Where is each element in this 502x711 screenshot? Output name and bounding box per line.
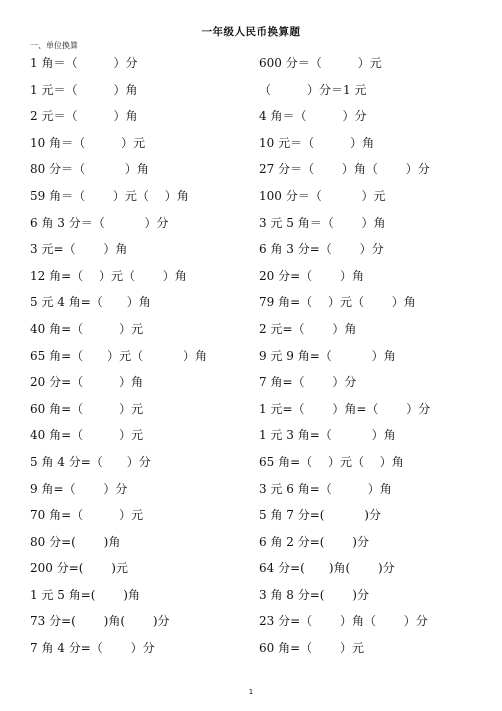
exercise-item-right: 600 分＝（ ）元 (259, 56, 382, 70)
exercise-item-right: 6 角 3 分=（ ）分 (259, 242, 384, 257)
section-heading: 一、单位换算 (30, 41, 78, 50)
exercise-row (0, 506, 502, 533)
exercise-item-right: 3 元 6 角=（ ）角 (259, 481, 392, 496)
exercise-row (0, 54, 502, 81)
exercise-item-right: 20 分=（ ）角 (259, 268, 364, 283)
exercise-item-right: 1 元 3 角=（ ）角 (259, 428, 396, 443)
exercise-rows (0, 54, 502, 666)
page-number: 1 (248, 688, 254, 696)
exercise-item-left: 1 元＝（ ）角 (30, 82, 138, 97)
exercise-item-right: 65 角=（ ）元（ ）角 (259, 454, 404, 469)
exercise-item-left: 20 分=（ ）角 (30, 375, 144, 390)
exercise-item-left: 60 角=（ ）元 (30, 401, 144, 416)
exercise-row (0, 533, 502, 560)
exercise-item-right: （ ）分＝1 元 (259, 82, 367, 97)
exercise-item-right: 9 元 9 角=（ ）角 (259, 348, 396, 363)
exercise-row (0, 107, 502, 134)
exercise-item-left: 10 角＝（ ）元 (30, 135, 146, 150)
exercise-row (0, 134, 502, 161)
exercise-item-right: 5 角 7 分=( )分 (259, 508, 381, 523)
exercise-item-left: 12 角=（ ）元（ ）角 (30, 268, 187, 283)
exercise-item-right: 4 角＝（ ）分 (259, 109, 367, 124)
exercise-item-left: 70 角=（ ）元 (30, 508, 144, 523)
exercise-row (0, 267, 502, 294)
exercise-row (0, 347, 502, 374)
exercise-row (0, 373, 502, 400)
exercise-item-left: 80 分=( )角 (30, 534, 121, 549)
exercise-row (0, 480, 502, 507)
exercise-row (0, 187, 502, 214)
exercise-item-right: 1 元=（ ）角=（ ）分 (259, 401, 431, 416)
exercise-item-right: 79 角=（ ）元（ ）角 (259, 295, 416, 310)
exercise-item-left: 2 元＝（ ）角 (30, 109, 138, 124)
exercise-item-left: 59 角＝（ ）元（ ）角 (30, 188, 189, 203)
exercise-row (0, 586, 502, 613)
exercise-item-left: 40 角=（ ）元 (30, 321, 144, 336)
exercise-row (0, 214, 502, 241)
exercise-item-left: 9 角=（ ）分 (30, 481, 128, 496)
exercise-row (0, 160, 502, 187)
exercise-row (0, 400, 502, 427)
exercise-item-right: 27 分＝（ ）角（ ）分 (259, 162, 430, 177)
exercise-item-right: 23 分=（ ）角（ ）分 (259, 614, 428, 629)
exercise-item-left: 200 分=( )元 (30, 561, 128, 576)
exercise-item-right: 64 分=( )角( )分 (259, 561, 395, 576)
exercise-item-left: 7 角 4 分=（ ）分 (30, 641, 155, 656)
exercise-row (0, 240, 502, 267)
exercise-item-left: 80 分＝（ ）角 (30, 162, 149, 177)
exercise-item-left: 65 角=（ ）元（ ）角 (30, 348, 207, 363)
exercise-row (0, 293, 502, 320)
exercise-item-left: 1 元 5 角=( )角 (30, 587, 140, 602)
exercise-item-right: 7 角=（ ）分 (259, 375, 357, 390)
exercise-row (0, 426, 502, 453)
exercise-item-left: 6 角 3 分＝（ ）分 (30, 215, 169, 230)
exercise-item-left: 73 分=( )角( )分 (30, 614, 170, 629)
exercise-item-left: 40 角=（ ）元 (30, 428, 144, 443)
exercise-item-right: 60 角=（ ）元 (259, 641, 364, 656)
exercise-item-left: 3 元=（ ）角 (30, 242, 128, 257)
exercise-item-right: 3 元 5 角＝（ ）角 (259, 215, 386, 230)
exercise-item-right: 2 元=（ ）角 (259, 321, 357, 336)
exercise-item-left: 5 元 4 角=（ ）角 (30, 295, 151, 310)
exercise-row (0, 81, 502, 108)
exercise-item-right: 6 角 2 分=( )分 (259, 534, 369, 549)
exercise-row (0, 453, 502, 480)
exercise-item-left: 5 角 4 分=（ ）分 (30, 454, 151, 469)
exercise-item-right: 3 角 8 分=( )分 (259, 587, 369, 602)
exercise-item-left: 1 角＝（ ）分 (30, 56, 138, 70)
exercise-row (0, 612, 502, 639)
exercise-item-right: 100 分＝（ ）元 (259, 188, 386, 203)
page-title: 一年级人民币换算题 (201, 26, 301, 38)
exercise-row (0, 559, 502, 586)
exercise-row (0, 639, 502, 666)
exercise-row (0, 320, 502, 347)
exercise-item-right: 10 元＝（ ）角 (259, 135, 375, 150)
